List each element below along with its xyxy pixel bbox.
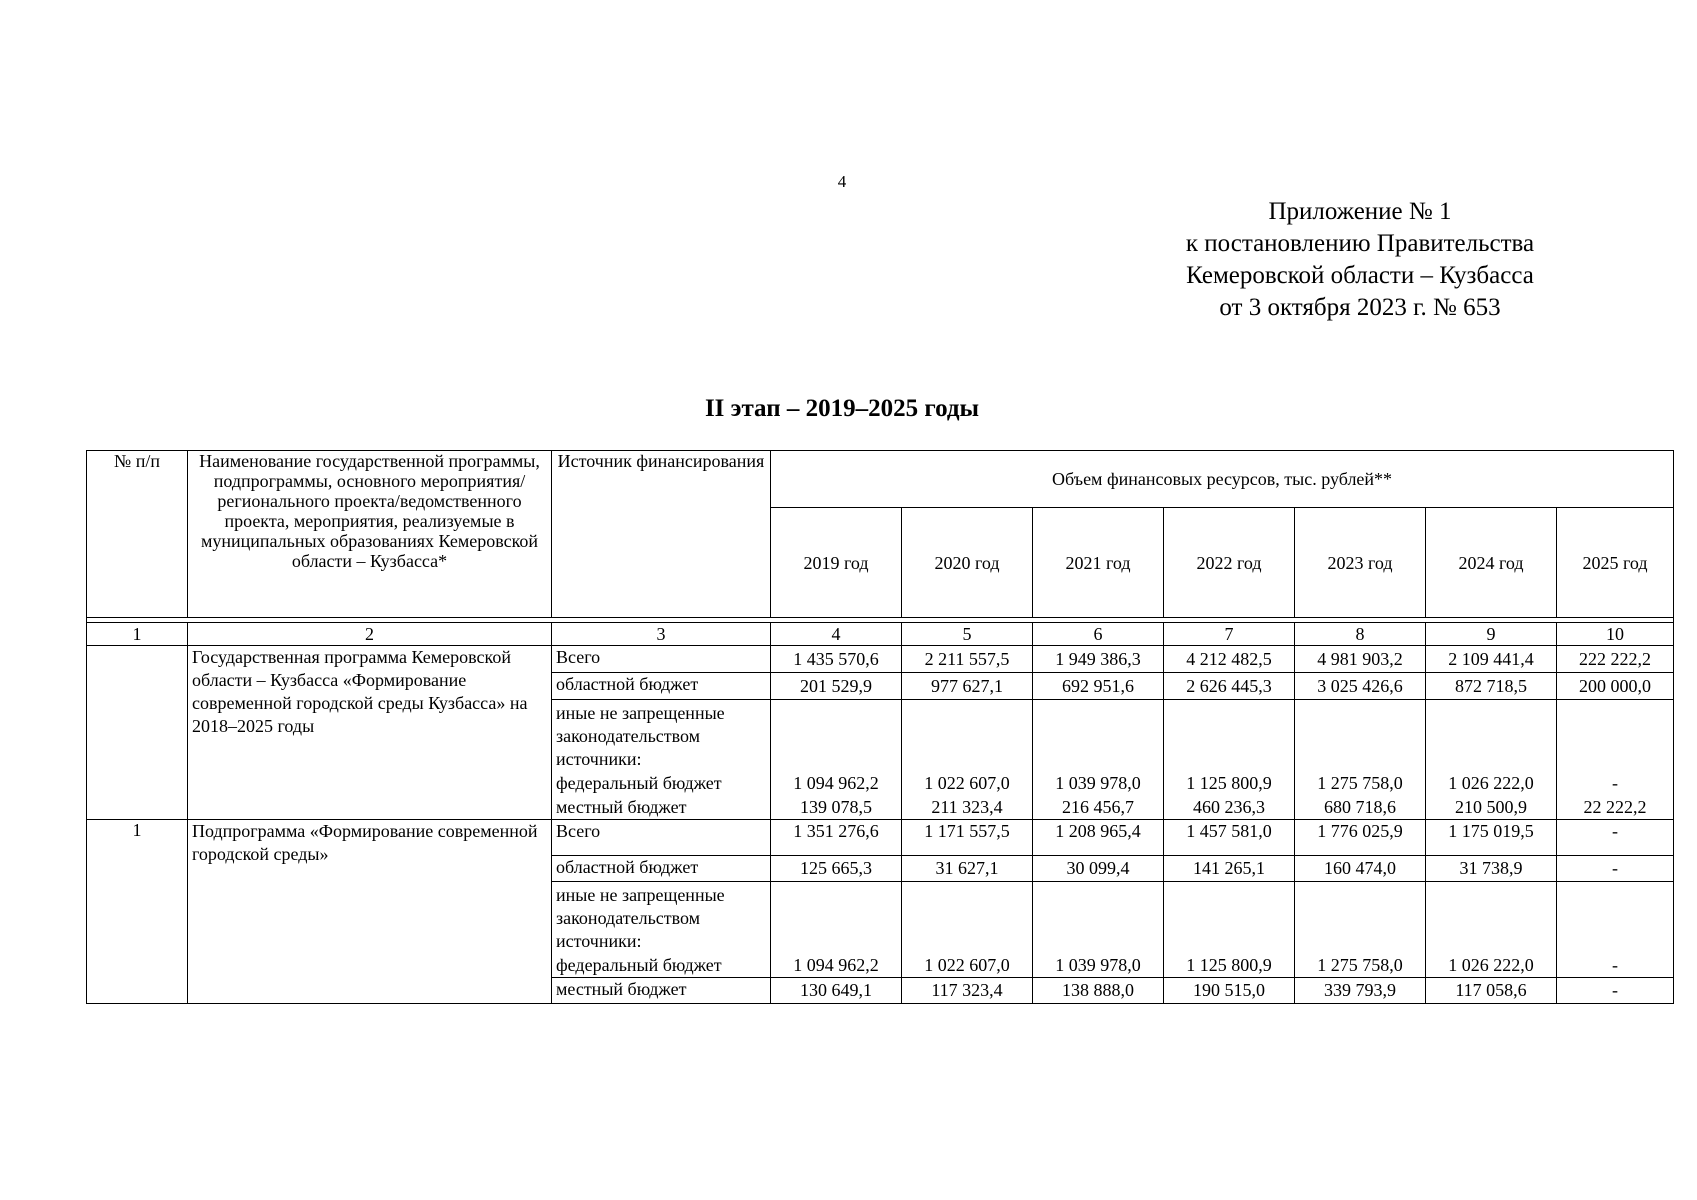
- value-cell: 339 793,9: [1295, 978, 1426, 1004]
- program-name: Государственная программа Кемеровской области – Кузбасса «Формирование современной городской среды Кузбасса» на 2018–2025 годы: [188, 646, 552, 820]
- appendix-line: к постановлению Правительства: [1185, 230, 1535, 257]
- value-cell: 1 949 386,3: [1033, 646, 1164, 673]
- value-cell: 160 474,0: [1295, 856, 1426, 882]
- column-number: 6: [1033, 623, 1164, 646]
- value-cell: 1 435 570,6: [771, 646, 902, 673]
- page-number: 4: [837, 172, 847, 191]
- value-cell: 4 981 903,2: [1295, 646, 1426, 673]
- source-label: местный бюджет: [552, 978, 771, 1004]
- source-label: иные не запрещенные законодательством источники:: [556, 703, 725, 769]
- header-year: 2019 год: [771, 508, 902, 618]
- stage-title: II этап – 2019–2025 годы: [704, 395, 980, 422]
- value-cell: 4 212 482,5: [1164, 646, 1295, 673]
- value-cell: 1 026 222,0: [1448, 773, 1534, 793]
- value-cell: 30 099,4: [1033, 856, 1164, 882]
- header-year: 2021 год: [1033, 508, 1164, 618]
- value-cell: 680 718,6: [1324, 797, 1396, 817]
- value-cell: 201 529,9: [771, 673, 902, 700]
- column-number: 4: [771, 623, 902, 646]
- value-cell: 130 649,1: [771, 978, 902, 1004]
- row-number: 1: [87, 820, 188, 1004]
- value-cell: 31 738,9: [1426, 856, 1557, 882]
- source-label: областной бюджет: [552, 673, 771, 700]
- value-cell: 460 236,3: [1193, 797, 1265, 817]
- value-cell: 138 888,0: [1033, 978, 1164, 1004]
- value-cell: 211 323,4: [931, 797, 1003, 817]
- value-cell: -: [1557, 882, 1674, 978]
- source-block: [552, 882, 771, 978]
- value-cell: 1 094 962,2: [771, 882, 902, 978]
- value-cell: 1 039 978,0: [1055, 773, 1141, 793]
- value-cell: 1 175 019,5: [1426, 820, 1557, 856]
- header-year: 2024 год: [1426, 508, 1557, 618]
- header-year: 2025 год: [1557, 508, 1674, 618]
- value-cell: 2 109 441,4: [1426, 646, 1557, 673]
- table-row: [87, 646, 1674, 673]
- column-number: 2: [188, 623, 552, 646]
- header-volume: Объем финансовых ресурсов, тыс. рублей**: [771, 451, 1674, 508]
- column-number: 10: [1557, 623, 1674, 646]
- value-cell: 200 000,0: [1557, 673, 1674, 700]
- value-cell: 3 025 426,6: [1295, 673, 1426, 700]
- value-cell: -: [1557, 820, 1674, 856]
- value-cell: -: [1612, 773, 1619, 793]
- source-label: местный бюджет: [556, 797, 687, 817]
- appendix-line: Приложение № 1: [1268, 198, 1452, 225]
- value-cell: 1 275 758,0: [1295, 882, 1426, 978]
- source-block: [552, 700, 771, 820]
- source-label: федеральный бюджет: [556, 955, 722, 975]
- value-cell: 1 022 607,0: [902, 882, 1033, 978]
- value-cell: 692 951,6: [1033, 673, 1164, 700]
- header-year: 2022 год: [1164, 508, 1295, 618]
- column-number: 1: [87, 623, 188, 646]
- value-cell: 1 776 025,9: [1295, 820, 1426, 856]
- table-row: [87, 820, 1674, 856]
- header-num: № п/п: [87, 451, 188, 618]
- value-cell: 139 078,5: [800, 797, 872, 817]
- value-cell: 216 456,7: [1062, 797, 1134, 817]
- column-number-row: [87, 623, 1674, 646]
- header-year: 2020 год: [902, 508, 1033, 618]
- value-cell: 31 627,1: [902, 856, 1033, 882]
- appendix-line: от 3 октября 2023 г. № 653: [1219, 294, 1501, 321]
- appendix-heading: [1150, 196, 1570, 324]
- value-cell: 1 039 978,0: [1033, 882, 1164, 978]
- value-cell: 1 026 222,0: [1426, 882, 1557, 978]
- column-number: 3: [552, 623, 771, 646]
- row-number: [87, 646, 188, 820]
- source-label: Всего: [552, 646, 771, 673]
- value-cell: 977 627,1: [902, 673, 1033, 700]
- source-label: федеральный бюджет: [556, 773, 722, 793]
- source-label: Всего: [552, 820, 771, 856]
- program-name: Подпрограмма «Формирование современной городской среды»: [188, 820, 552, 1004]
- value-cell: 210 500,9: [1455, 797, 1527, 817]
- value-cell: 125 665,3: [771, 856, 902, 882]
- financing-table: [86, 450, 1674, 1004]
- value-cell: -: [1557, 978, 1674, 1004]
- appendix-line: Кемеровской области – Кузбасса: [1186, 262, 1534, 289]
- header-source: Источник финансирования: [552, 451, 771, 618]
- column-number: 8: [1295, 623, 1426, 646]
- value-cell: 1 208 965,4: [1033, 820, 1164, 856]
- source-label: иные не запрещенные законодательством источники:: [556, 885, 725, 951]
- value-cell: -: [1557, 856, 1674, 882]
- column-number: 9: [1426, 623, 1557, 646]
- value-cell: 1 457 581,0: [1164, 820, 1295, 856]
- header-year: 2023 год: [1295, 508, 1426, 618]
- value-cell: 141 265,1: [1164, 856, 1295, 882]
- value-cell: 1 351 276,6: [771, 820, 902, 856]
- value-cell: 2 211 557,5: [902, 646, 1033, 673]
- value-cell: 190 515,0: [1164, 978, 1295, 1004]
- column-number: 7: [1164, 623, 1295, 646]
- value-cell: 1 022 607,0: [924, 773, 1010, 793]
- value-cell: 222 222,2: [1557, 646, 1674, 673]
- value-cell: 22 222,2: [1583, 797, 1647, 817]
- column-number: 5: [902, 623, 1033, 646]
- value-cell: 1 094 962,2: [793, 773, 879, 793]
- value-cell: 872 718,5: [1426, 673, 1557, 700]
- source-label: областной бюджет: [552, 856, 771, 882]
- value-cell: 117 323,4: [902, 978, 1033, 1004]
- value-cell: 117 058,6: [1426, 978, 1557, 1004]
- value-cell: 1 171 557,5: [902, 820, 1033, 856]
- header-name: Наименование государственной программы, подпрограммы, основного мероприятия/регионального проекта/ведомственного проекта, мероприятия, реализуемые в муниципальных образованиях Кемеровской области – Кузбасса*: [188, 451, 552, 618]
- value-cell: 1 125 800,9: [1186, 773, 1272, 793]
- value-cell: 2 626 445,3: [1164, 673, 1295, 700]
- value-cell: 1 125 800,9: [1164, 882, 1295, 978]
- value-cell: 1 275 758,0: [1317, 773, 1403, 793]
